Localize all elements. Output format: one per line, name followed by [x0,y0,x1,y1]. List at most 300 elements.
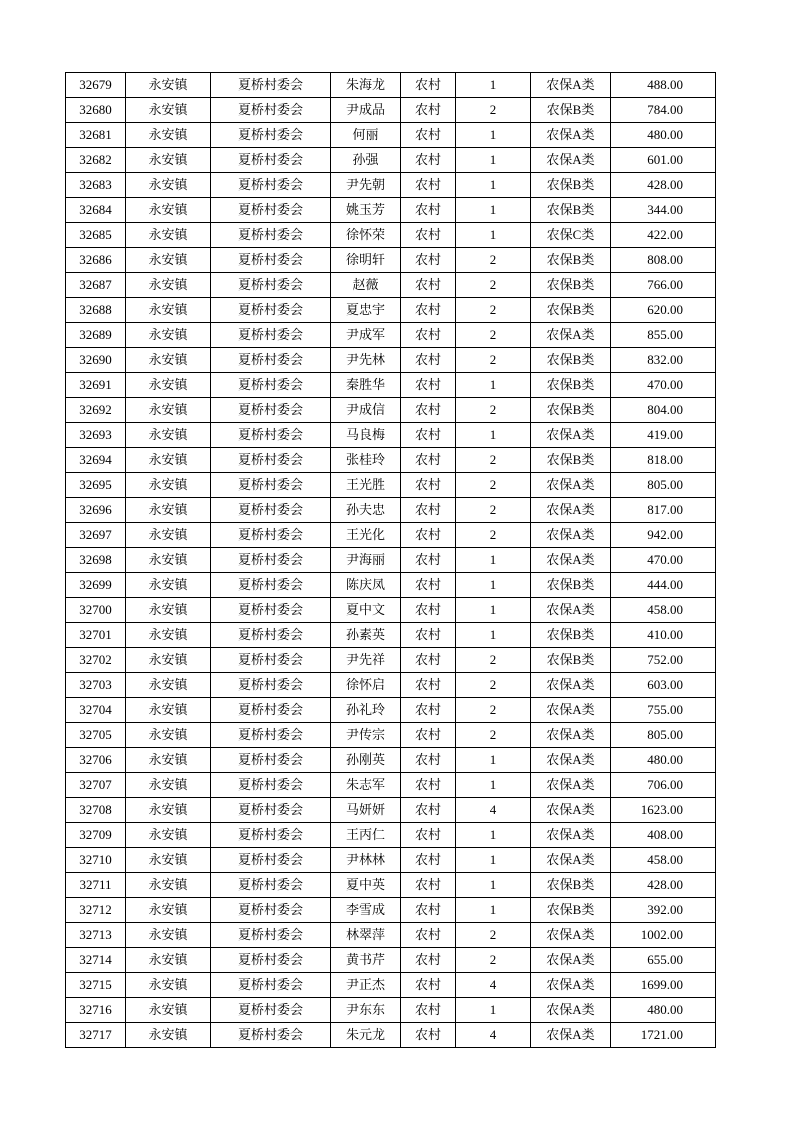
cell-category: 农村 [401,573,456,598]
table-row [66,523,716,548]
cell-category: 农村 [401,773,456,798]
table-row [66,798,716,823]
cell-town: 永安镇 [126,498,211,523]
cell-insurance-type: 农保B类 [531,623,611,648]
cell-insurance-type: 农保A类 [531,748,611,773]
cell-name: 尹传宗 [331,723,401,748]
cell-amount: 344.00 [611,198,716,223]
cell-town: 永安镇 [126,448,211,473]
cell-insurance-type: 农保B类 [531,248,611,273]
cell-village-committee: 夏桥村委会 [211,373,331,398]
cell-insurance-type: 农保A类 [531,948,611,973]
cell-amount: 458.00 [611,598,716,623]
cell-id: 32687 [66,273,126,298]
cell-person-count: 1 [456,998,531,1023]
cell-category: 农村 [401,98,456,123]
cell-amount: 480.00 [611,998,716,1023]
table-row [66,198,716,223]
cell-id: 32698 [66,548,126,573]
cell-name: 尹正杰 [331,973,401,998]
cell-insurance-type: 农保B类 [531,373,611,398]
cell-category: 农村 [401,648,456,673]
cell-id: 32701 [66,623,126,648]
cell-person-count: 2 [456,273,531,298]
cell-town: 永安镇 [126,248,211,273]
cell-town: 永安镇 [126,848,211,873]
cell-village-committee: 夏桥村委会 [211,198,331,223]
cell-id: 32692 [66,398,126,423]
cell-town: 永安镇 [126,123,211,148]
cell-category: 农村 [401,198,456,223]
cell-village-committee: 夏桥村委会 [211,573,331,598]
cell-town: 永安镇 [126,523,211,548]
cell-id: 32679 [66,73,126,98]
cell-person-count: 1 [456,598,531,623]
cell-id: 32705 [66,723,126,748]
cell-town: 永安镇 [126,198,211,223]
table-row [66,848,716,873]
cell-town: 永安镇 [126,298,211,323]
cell-insurance-type: 农保B类 [531,298,611,323]
records-table [65,72,716,1048]
cell-name: 王光胜 [331,473,401,498]
cell-person-count: 4 [456,798,531,823]
cell-town: 永安镇 [126,923,211,948]
cell-insurance-type: 农保A类 [531,598,611,623]
cell-village-committee: 夏桥村委会 [211,148,331,173]
cell-amount: 444.00 [611,573,716,598]
cell-amount: 755.00 [611,698,716,723]
cell-name: 徐明轩 [331,248,401,273]
cell-amount: 422.00 [611,223,716,248]
cell-amount: 655.00 [611,948,716,973]
cell-amount: 706.00 [611,773,716,798]
cell-insurance-type: 农保B类 [531,573,611,598]
table-row [66,673,716,698]
cell-village-committee: 夏桥村委会 [211,323,331,348]
table-row [66,973,716,998]
cell-village-committee: 夏桥村委会 [211,298,331,323]
cell-insurance-type: 农保B类 [531,273,611,298]
cell-id: 32680 [66,98,126,123]
cell-insurance-type: 农保B类 [531,873,611,898]
cell-town: 永安镇 [126,898,211,923]
cell-category: 农村 [401,623,456,648]
cell-insurance-type: 农保B类 [531,173,611,198]
cell-amount: 808.00 [611,248,716,273]
cell-id: 32699 [66,573,126,598]
cell-village-committee: 夏桥村委会 [211,673,331,698]
cell-insurance-type: 农保A类 [531,1023,611,1048]
cell-id: 32695 [66,473,126,498]
cell-person-count: 2 [456,923,531,948]
cell-village-committee: 夏桥村委会 [211,173,331,198]
cell-id: 32694 [66,448,126,473]
cell-category: 农村 [401,148,456,173]
cell-amount: 832.00 [611,348,716,373]
table-row [66,898,716,923]
table-row [66,373,716,398]
cell-name: 孙素英 [331,623,401,648]
cell-village-committee: 夏桥村委会 [211,223,331,248]
cell-id: 32691 [66,373,126,398]
cell-name: 徐怀荣 [331,223,401,248]
records-table-body [66,73,716,1048]
cell-village-committee: 夏桥村委会 [211,748,331,773]
cell-person-count: 1 [456,573,531,598]
cell-amount: 410.00 [611,623,716,648]
cell-amount: 620.00 [611,298,716,323]
cell-id: 32708 [66,798,126,823]
cell-person-count: 2 [456,473,531,498]
cell-name: 尹林林 [331,848,401,873]
cell-id: 32712 [66,898,126,923]
cell-name: 尹先林 [331,348,401,373]
cell-name: 王光化 [331,523,401,548]
cell-id: 32717 [66,1023,126,1048]
cell-insurance-type: 农保C类 [531,223,611,248]
table-row [66,148,716,173]
cell-amount: 470.00 [611,373,716,398]
table-row [66,998,716,1023]
cell-insurance-type: 农保A类 [531,723,611,748]
cell-town: 永安镇 [126,323,211,348]
cell-amount: 488.00 [611,73,716,98]
cell-insurance-type: 农保A类 [531,498,611,523]
cell-person-count: 2 [456,698,531,723]
cell-person-count: 1 [456,548,531,573]
cell-category: 农村 [401,998,456,1023]
cell-amount: 752.00 [611,648,716,673]
table-row [66,498,716,523]
cell-town: 永安镇 [126,223,211,248]
cell-amount: 784.00 [611,98,716,123]
cell-id: 32682 [66,148,126,173]
table-row [66,348,716,373]
cell-id: 32697 [66,523,126,548]
cell-category: 农村 [401,798,456,823]
cell-village-committee: 夏桥村委会 [211,623,331,648]
cell-village-committee: 夏桥村委会 [211,98,331,123]
cell-category: 农村 [401,948,456,973]
cell-person-count: 1 [456,748,531,773]
cell-id: 32703 [66,673,126,698]
cell-insurance-type: 农保B类 [531,98,611,123]
cell-id: 32716 [66,998,126,1023]
cell-category: 农村 [401,223,456,248]
cell-village-committee: 夏桥村委会 [211,873,331,898]
cell-amount: 804.00 [611,398,716,423]
cell-category: 农村 [401,923,456,948]
cell-category: 农村 [401,248,456,273]
cell-name: 马妍妍 [331,798,401,823]
cell-category: 农村 [401,73,456,98]
cell-town: 永安镇 [126,673,211,698]
cell-town: 永安镇 [126,173,211,198]
cell-town: 永安镇 [126,373,211,398]
cell-id: 32710 [66,848,126,873]
cell-insurance-type: 农保A类 [531,923,611,948]
table-row [66,598,716,623]
cell-category: 农村 [401,173,456,198]
cell-person-count: 2 [456,98,531,123]
cell-village-committee: 夏桥村委会 [211,423,331,448]
cell-name: 朱海龙 [331,73,401,98]
cell-id: 32685 [66,223,126,248]
cell-insurance-type: 农保B类 [531,898,611,923]
table-row [66,473,716,498]
cell-village-committee: 夏桥村委会 [211,698,331,723]
cell-town: 永安镇 [126,98,211,123]
table-row [66,73,716,98]
cell-town: 永安镇 [126,1023,211,1048]
cell-category: 农村 [401,823,456,848]
cell-id: 32706 [66,748,126,773]
cell-town: 永安镇 [126,873,211,898]
cell-person-count: 1 [456,773,531,798]
cell-person-count: 1 [456,623,531,648]
cell-village-committee: 夏桥村委会 [211,973,331,998]
cell-person-count: 1 [456,848,531,873]
cell-person-count: 1 [456,148,531,173]
cell-insurance-type: 农保B类 [531,348,611,373]
cell-id: 32689 [66,323,126,348]
cell-name: 张桂玲 [331,448,401,473]
table-row [66,298,716,323]
cell-person-count: 1 [456,223,531,248]
cell-category: 农村 [401,673,456,698]
cell-village-committee: 夏桥村委会 [211,798,331,823]
cell-category: 农村 [401,748,456,773]
cell-id: 32704 [66,698,126,723]
cell-village-committee: 夏桥村委会 [211,498,331,523]
cell-category: 农村 [401,698,456,723]
cell-name: 林翠萍 [331,923,401,948]
cell-amount: 470.00 [611,548,716,573]
cell-amount: 428.00 [611,173,716,198]
cell-name: 姚玉芳 [331,198,401,223]
cell-person-count: 2 [456,498,531,523]
cell-insurance-type: 农保A类 [531,773,611,798]
cell-amount: 408.00 [611,823,716,848]
table-row [66,948,716,973]
cell-name: 尹先朝 [331,173,401,198]
cell-town: 永安镇 [126,623,211,648]
cell-insurance-type: 农保A类 [531,823,611,848]
cell-village-committee: 夏桥村委会 [211,248,331,273]
table-row [66,173,716,198]
cell-town: 永安镇 [126,598,211,623]
cell-id: 32690 [66,348,126,373]
table-row [66,1023,716,1048]
table-row [66,98,716,123]
cell-village-committee: 夏桥村委会 [211,448,331,473]
cell-name: 朱志军 [331,773,401,798]
cell-town: 永安镇 [126,148,211,173]
cell-insurance-type: 农保A类 [531,523,611,548]
table-row [66,723,716,748]
cell-name: 陈庆凤 [331,573,401,598]
cell-amount: 1002.00 [611,923,716,948]
cell-insurance-type: 农保A类 [531,423,611,448]
cell-category: 农村 [401,398,456,423]
table-row [66,398,716,423]
cell-id: 32709 [66,823,126,848]
cell-name: 孙强 [331,148,401,173]
cell-id: 32686 [66,248,126,273]
cell-village-committee: 夏桥村委会 [211,998,331,1023]
cell-name: 尹成军 [331,323,401,348]
cell-category: 农村 [401,498,456,523]
cell-amount: 817.00 [611,498,716,523]
cell-person-count: 1 [456,123,531,148]
table-row [66,273,716,298]
cell-id: 32681 [66,123,126,148]
cell-person-count: 4 [456,973,531,998]
cell-person-count: 2 [456,298,531,323]
table-row [66,223,716,248]
cell-category: 农村 [401,898,456,923]
cell-name: 孙刚英 [331,748,401,773]
cell-id: 32707 [66,773,126,798]
cell-person-count: 2 [456,723,531,748]
cell-town: 永安镇 [126,398,211,423]
cell-amount: 1699.00 [611,973,716,998]
cell-id: 32693 [66,423,126,448]
cell-person-count: 2 [456,523,531,548]
table-row [66,323,716,348]
cell-insurance-type: 农保B类 [531,648,611,673]
cell-category: 农村 [401,373,456,398]
cell-name: 夏中英 [331,873,401,898]
cell-id: 32700 [66,598,126,623]
cell-id: 32715 [66,973,126,998]
cell-town: 永安镇 [126,748,211,773]
cell-person-count: 2 [456,673,531,698]
table-row [66,773,716,798]
cell-category: 农村 [401,973,456,998]
cell-person-count: 1 [456,73,531,98]
cell-village-committee: 夏桥村委会 [211,773,331,798]
cell-amount: 419.00 [611,423,716,448]
cell-id: 32714 [66,948,126,973]
table-row [66,873,716,898]
cell-person-count: 2 [456,648,531,673]
cell-category: 农村 [401,723,456,748]
cell-category: 农村 [401,848,456,873]
table-row [66,623,716,648]
table-row [66,548,716,573]
cell-category: 农村 [401,323,456,348]
cell-name: 李雪成 [331,898,401,923]
cell-id: 32702 [66,648,126,673]
cell-name: 何丽 [331,123,401,148]
cell-person-count: 1 [456,423,531,448]
cell-name: 尹先祥 [331,648,401,673]
cell-id: 32696 [66,498,126,523]
table-row [66,248,716,273]
cell-person-count: 1 [456,198,531,223]
cell-amount: 480.00 [611,123,716,148]
table-row [66,923,716,948]
cell-category: 农村 [401,123,456,148]
cell-person-count: 2 [456,323,531,348]
table-row [66,573,716,598]
table-row [66,698,716,723]
cell-village-committee: 夏桥村委会 [211,273,331,298]
table-row [66,423,716,448]
cell-person-count: 2 [456,398,531,423]
cell-name: 秦胜华 [331,373,401,398]
cell-name: 尹海丽 [331,548,401,573]
cell-category: 农村 [401,548,456,573]
table-row [66,448,716,473]
cell-amount: 392.00 [611,898,716,923]
cell-town: 永安镇 [126,273,211,298]
cell-town: 永安镇 [126,798,211,823]
table-row [66,648,716,673]
cell-category: 农村 [401,523,456,548]
cell-village-committee: 夏桥村委会 [211,823,331,848]
cell-category: 农村 [401,348,456,373]
cell-village-committee: 夏桥村委会 [211,1023,331,1048]
cell-category: 农村 [401,448,456,473]
cell-insurance-type: 农保A类 [531,973,611,998]
cell-insurance-type: 农保B类 [531,198,611,223]
cell-town: 永安镇 [126,73,211,98]
cell-name: 赵薇 [331,273,401,298]
cell-amount: 428.00 [611,873,716,898]
cell-category: 农村 [401,273,456,298]
cell-name: 夏中文 [331,598,401,623]
cell-insurance-type: 农保B类 [531,398,611,423]
cell-insurance-type: 农保A类 [531,698,611,723]
cell-id: 32713 [66,923,126,948]
cell-person-count: 2 [456,248,531,273]
cell-insurance-type: 农保A类 [531,848,611,873]
cell-person-count: 1 [456,373,531,398]
cell-name: 孙夫忠 [331,498,401,523]
cell-village-committee: 夏桥村委会 [211,923,331,948]
cell-town: 永安镇 [126,648,211,673]
cell-name: 朱元龙 [331,1023,401,1048]
cell-person-count: 1 [456,173,531,198]
cell-amount: 855.00 [611,323,716,348]
cell-village-committee: 夏桥村委会 [211,648,331,673]
cell-town: 永安镇 [126,348,211,373]
cell-town: 永安镇 [126,723,211,748]
cell-town: 永安镇 [126,573,211,598]
cell-name: 孙礼玲 [331,698,401,723]
cell-amount: 1721.00 [611,1023,716,1048]
cell-village-committee: 夏桥村委会 [211,473,331,498]
cell-name: 夏忠宇 [331,298,401,323]
cell-name: 王丙仁 [331,823,401,848]
cell-category: 农村 [401,298,456,323]
cell-amount: 1623.00 [611,798,716,823]
cell-id: 32711 [66,873,126,898]
cell-insurance-type: 农保A类 [531,473,611,498]
cell-amount: 805.00 [611,473,716,498]
cell-person-count: 2 [456,448,531,473]
cell-town: 永安镇 [126,998,211,1023]
cell-amount: 942.00 [611,523,716,548]
cell-town: 永安镇 [126,773,211,798]
cell-insurance-type: 农保A类 [531,548,611,573]
cell-amount: 818.00 [611,448,716,473]
cell-village-committee: 夏桥村委会 [211,73,331,98]
cell-amount: 603.00 [611,673,716,698]
